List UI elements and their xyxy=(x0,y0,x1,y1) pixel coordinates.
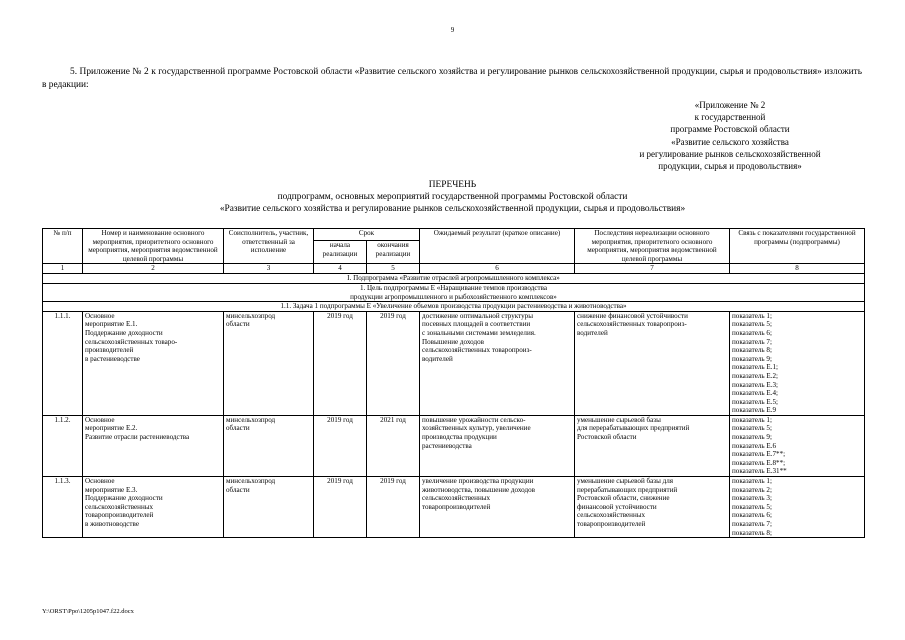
header-end: окончания реализации xyxy=(367,241,420,264)
column-number: 3 xyxy=(224,264,314,274)
row-num: 1.1.2. xyxy=(43,415,83,476)
appendix-line: и регулирование рынков сельскохозяйственной xyxy=(639,148,821,159)
measures-table xyxy=(42,228,865,538)
indicator-link: показатель Е.3; xyxy=(732,380,779,389)
row-consequences: уменьшение сырьевой базы для перерабатывающих предприятий Ростовской области, снижение финансовой устойчивости сельскохозяйственных товаропроизводителей xyxy=(575,477,730,538)
intro-paragraph: 5. Приложение № 2 к государственной программе Ростовской области «Развитие сельского хозяйства и регулирование рынков сельскохозяйственной продукции, сырья и продовольствия» изложить в редакции: xyxy=(42,67,862,90)
appendix-header xyxy=(600,99,860,172)
row-consequences: снижение финансовой устойчивости сельскохозяйственных товаропроиз- водителей xyxy=(575,311,730,415)
header-consequences: Последствия нереализации основного мероприятия, приоритетного основного мероприятия, мероприятия ведомственной целевой программы xyxy=(575,229,730,264)
row-start: 2019 год xyxy=(314,415,367,476)
indicator-link: показатель 8; xyxy=(732,346,772,355)
header-link: Связь с показателями государственной программы (подпрограммы) xyxy=(730,229,865,264)
indicator-link: показатель 5; xyxy=(732,502,772,511)
indicator-link: показатель Е.2; xyxy=(732,371,779,380)
row-executor: минсельхозпрод области xyxy=(224,477,314,538)
document-heading xyxy=(0,179,905,215)
indicator-link: показатель Е.31** xyxy=(732,467,787,476)
header-executor: Соисполнитель, участник, ответственный за исполнение xyxy=(224,229,314,264)
page-number: 9 xyxy=(450,26,455,34)
header-term: Срок xyxy=(314,229,420,241)
row-name: Основное мероприятие Е.2. Развитие отрасли растениеводства xyxy=(83,415,224,476)
row-end: 2019 год xyxy=(367,477,420,538)
row-links xyxy=(730,311,865,415)
header-start: начала реализации xyxy=(314,241,367,264)
table-row xyxy=(43,477,865,538)
appendix-line: продукции, сырья и продовольствия» xyxy=(658,161,802,172)
appendix-line: «Приложение № 2 xyxy=(694,100,766,110)
appendix-line: «Развитие сельского хозяйства xyxy=(671,136,789,147)
column-number: 4 xyxy=(314,264,367,274)
table-row xyxy=(43,415,865,476)
indicator-link: показатель Е.7**; xyxy=(732,450,786,459)
indicator-link: показатель 1; xyxy=(732,311,772,320)
indicator-link: показатель 8; xyxy=(732,528,772,537)
row-start: 2019 год xyxy=(314,477,367,538)
column-number-row xyxy=(43,264,865,274)
indicator-link: показатель 6; xyxy=(732,328,772,337)
indicator-link: показатель 9; xyxy=(732,433,772,442)
indicator-link: показатель Е.9 xyxy=(732,406,777,415)
indicator-link: показатель 2; xyxy=(732,485,772,494)
row-end: 2021 год xyxy=(367,415,420,476)
column-number: 6 xyxy=(420,264,575,274)
file-path-footer: Y:\ORST\Ppo\1205p1047.f22.docx xyxy=(42,608,134,615)
row-links xyxy=(730,415,865,476)
header-result: Ожидаемый результат (краткое описание) xyxy=(420,229,575,264)
indicator-link: показатель Е.6 xyxy=(732,441,777,450)
row-end: 2019 год xyxy=(367,311,420,415)
appendix-line: программе Ростовской области xyxy=(670,124,790,135)
indicator-link: показатель 5; xyxy=(732,320,772,329)
indicator-link: показатель Е.8**; xyxy=(732,458,786,467)
column-number: 5 xyxy=(367,264,420,274)
row-name: Основное мероприятие Е.1. Поддержание доходности сельскохозяйственных товаро- производителей в растениеводстве xyxy=(83,311,224,415)
row-consequences: уменьшение сырьевой базы для перерабатывающих предприятий Ростовской области xyxy=(575,415,730,476)
indicator-link: показатель 9; xyxy=(732,354,772,363)
task-row: 1.1. Задача 1 подпрограммы Е «Увеличение объемов производства продукции растениеводства и животноводства» xyxy=(43,302,865,312)
column-number: 1 xyxy=(43,264,83,274)
row-num: 1.1.1. xyxy=(43,311,83,415)
indicator-link: показатель 5; xyxy=(732,424,772,433)
indicator-link: показатель Е.1; xyxy=(732,363,779,372)
row-start: 2019 год xyxy=(314,311,367,415)
row-executor: минсельхозпрод области xyxy=(224,311,314,415)
row-result: увеличение производства продукции животноводства, повышение доходов сельскохозяйственных товаропроизводителей xyxy=(420,477,575,538)
row-num: 1.1.3. xyxy=(43,477,83,538)
indicator-link: показатель 1; xyxy=(732,415,772,424)
appendix-line: к государственной xyxy=(694,112,766,123)
subprogram-row: I. Подпрограмма «Развитие отраслей агропромышленного комплекса» xyxy=(43,274,865,284)
indicator-link: показатель Е.4; xyxy=(732,389,779,398)
indicator-link: показатель 1; xyxy=(732,477,772,486)
indicator-link: показатель 7; xyxy=(732,520,772,528)
row-links xyxy=(730,477,865,538)
header-num: № п/п xyxy=(43,229,83,264)
column-number: 8 xyxy=(730,264,865,274)
row-executor: минсельхозпрод области xyxy=(224,415,314,476)
column-number: 2 xyxy=(83,264,224,274)
indicator-link: показатель 3; xyxy=(732,494,772,503)
indicator-link: показатель Е.5; xyxy=(732,397,779,406)
heading-title: ПЕРЕЧЕНЬ xyxy=(428,180,477,190)
indicator-link: показатель 7; xyxy=(732,337,772,346)
row-name: Основное мероприятие Е.3. Поддержание доходности сельскохозяйственных товаропроизводителей в животноводстве xyxy=(83,477,224,538)
row-result: достижение оптимальной структуры посевных площадей в соответствии с зональными системами земледелия. Повышение доходов сельскохозяйственных товаропроиз- водителей xyxy=(420,311,575,415)
column-number: 7 xyxy=(575,264,730,274)
table-row xyxy=(43,311,865,415)
heading-line: подпрограмм, основных мероприятий государственной программы Ростовской области xyxy=(277,192,628,202)
heading-line: «Развитие сельского хозяйства и регулирование рынков сельскохозяйственной продукции, сырья и продовольствия» xyxy=(219,204,686,214)
goal-row: 1. Цель подпрограммы Е «Наращивание темпов производства продукции агропромышленного и рыбохозяйственного комплексов» xyxy=(43,283,865,301)
indicator-link: показатель 6; xyxy=(732,511,772,520)
row-result: повышение урожайности сельско- хозяйственных культур, увеличение производства продукции растениеводства xyxy=(420,415,575,476)
header-name: Номер и наименование основного мероприятия, приоритетного основного мероприятия, мероприятия ведомственной целевой программы xyxy=(83,229,224,264)
